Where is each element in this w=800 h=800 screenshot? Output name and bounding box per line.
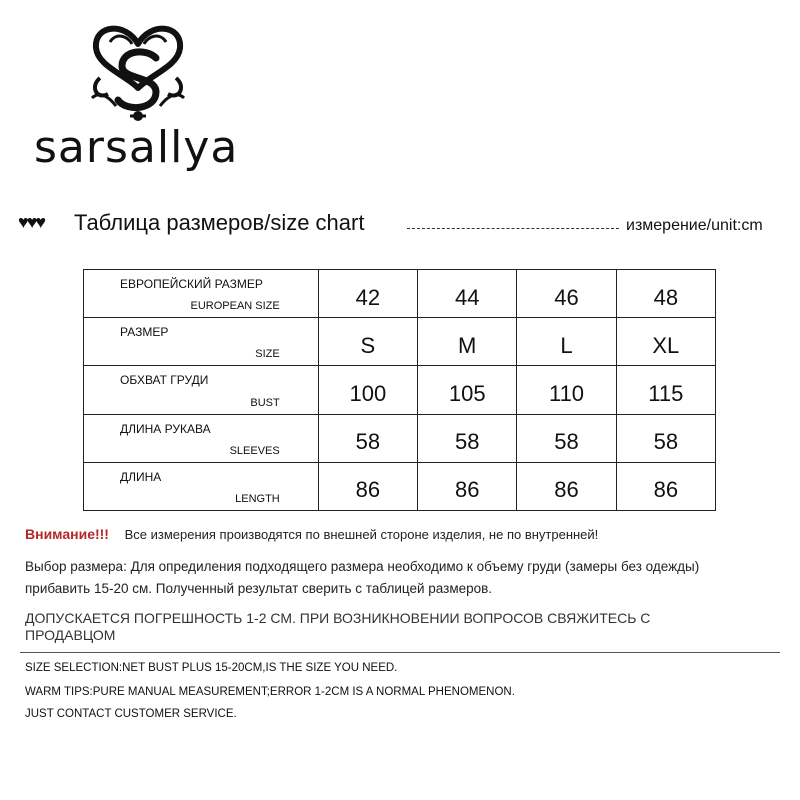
cell-value: 86 bbox=[454, 477, 480, 503]
cell-value: 58 bbox=[653, 429, 679, 455]
table-cell bbox=[318, 270, 417, 318]
table-cell bbox=[616, 366, 715, 414]
row-label-ru: ДЛИНА РУКАВА bbox=[120, 421, 211, 436]
attention-note bbox=[25, 526, 785, 542]
cell-value: 105 bbox=[448, 380, 486, 406]
row-label-ru: ЕВРОПЕЙСКИЙ РАЗМЕР bbox=[120, 277, 263, 291]
brand-wordmark: sarsallya bbox=[34, 122, 239, 173]
cell-value: 86 bbox=[554, 477, 579, 503]
table-cell bbox=[318, 414, 417, 462]
row-label-en: SIZE bbox=[255, 348, 280, 361]
cell-value: L bbox=[560, 332, 573, 358]
page-title: Таблица размеров/size chart bbox=[74, 210, 365, 235]
table-cell bbox=[418, 462, 517, 510]
row-label-cell bbox=[84, 462, 319, 510]
row-label-cell bbox=[84, 270, 319, 318]
table-cell bbox=[616, 270, 715, 318]
table-cell bbox=[517, 462, 616, 510]
table-row-length bbox=[84, 462, 716, 510]
unit-label: измерение/unit:cm bbox=[626, 217, 763, 234]
cell-value: 58 bbox=[355, 429, 381, 455]
cell-value: 86 bbox=[653, 477, 679, 503]
table-cell bbox=[318, 366, 417, 414]
table-row-bust bbox=[84, 366, 716, 414]
size-choice-note: Выбор размера: Для опредиления подходящего размера необходимо к объему груди (замеры без одежды) прибавить 15-20 см. Полученный результат сверить с таблицей размеров. bbox=[25, 559, 700, 596]
table-cell bbox=[418, 318, 517, 366]
table-cell bbox=[517, 414, 616, 462]
table-cell bbox=[418, 414, 517, 462]
table-cell bbox=[517, 318, 616, 366]
table-cell bbox=[418, 270, 517, 318]
cell-value: M bbox=[458, 332, 477, 358]
row-label-ru: ДЛИНА bbox=[120, 469, 162, 484]
table-cell bbox=[318, 462, 417, 510]
attention-label: Внимание!!! bbox=[25, 526, 109, 542]
english-note-contact: JUST CONTACT CUSTOMER SERVICE. bbox=[25, 708, 237, 720]
row-label-cell bbox=[84, 414, 319, 462]
dashed-divider bbox=[407, 228, 619, 229]
table-cell bbox=[616, 462, 715, 510]
row-label-ru: РАЗМЕР bbox=[120, 325, 169, 340]
size-chart-title-row bbox=[18, 210, 788, 240]
english-note-warm-tips: WARM TIPS:PURE MANUAL MEASUREMENT;ERROR 1-2CM IS A NORMAL PHENOMENON. bbox=[25, 686, 515, 698]
size-table bbox=[83, 269, 716, 511]
table-cell bbox=[517, 270, 616, 318]
table-row-european-size bbox=[84, 270, 716, 318]
row-label-en: EUROPEAN SIZE bbox=[190, 300, 280, 313]
table-row-size bbox=[84, 318, 716, 366]
cell-value: 86 bbox=[355, 477, 381, 503]
cell-value: XL bbox=[652, 332, 680, 358]
tolerance-note: ДОПУСКАЕТСЯ ПОГРЕШНОСТЬ 1-2 СМ. ПРИ ВОЗНИКНОВЕНИИ ВОПРОСОВ СВЯЖИТЕСЬ С ПРОДАВЦОМ bbox=[25, 610, 651, 643]
table-cell bbox=[517, 366, 616, 414]
table-cell bbox=[318, 318, 417, 366]
hearts-icon: ♥♥♥ bbox=[18, 212, 45, 232]
cell-value: 115 bbox=[648, 380, 684, 406]
divider bbox=[20, 652, 780, 653]
table-row-sleeves bbox=[84, 414, 716, 462]
table-cell bbox=[418, 366, 517, 414]
brand-logo-emblem bbox=[86, 14, 190, 126]
row-label-en: SLEEVES bbox=[229, 444, 280, 457]
cell-value: 100 bbox=[349, 380, 387, 406]
row-label-ru: ОБХВАТ ГРУДИ bbox=[120, 373, 209, 388]
cell-value: 44 bbox=[454, 284, 480, 310]
cell-value: 110 bbox=[548, 380, 585, 406]
heart-s-monogram-icon bbox=[86, 14, 190, 126]
english-note-size-selection: SIZE SELECTION:NET BUST PLUS 15-20CM,IS THE SIZE YOU NEED. bbox=[25, 662, 398, 674]
table-cell bbox=[616, 318, 715, 366]
cell-value: 42 bbox=[355, 284, 381, 310]
attention-text: Все измерения производятся по внешней стороне изделия, не по внутренней! bbox=[124, 527, 599, 542]
table-cell bbox=[616, 414, 715, 462]
cell-value: S bbox=[360, 332, 376, 358]
row-label-en: BUST bbox=[250, 396, 280, 409]
row-label-cell bbox=[84, 366, 319, 414]
cell-value: 46 bbox=[554, 284, 579, 310]
cell-value: 58 bbox=[454, 429, 480, 455]
cell-value: 58 bbox=[554, 429, 579, 455]
cell-value: 48 bbox=[653, 284, 679, 310]
row-label-cell bbox=[84, 318, 319, 366]
row-label-en: LENGTH bbox=[235, 493, 280, 505]
